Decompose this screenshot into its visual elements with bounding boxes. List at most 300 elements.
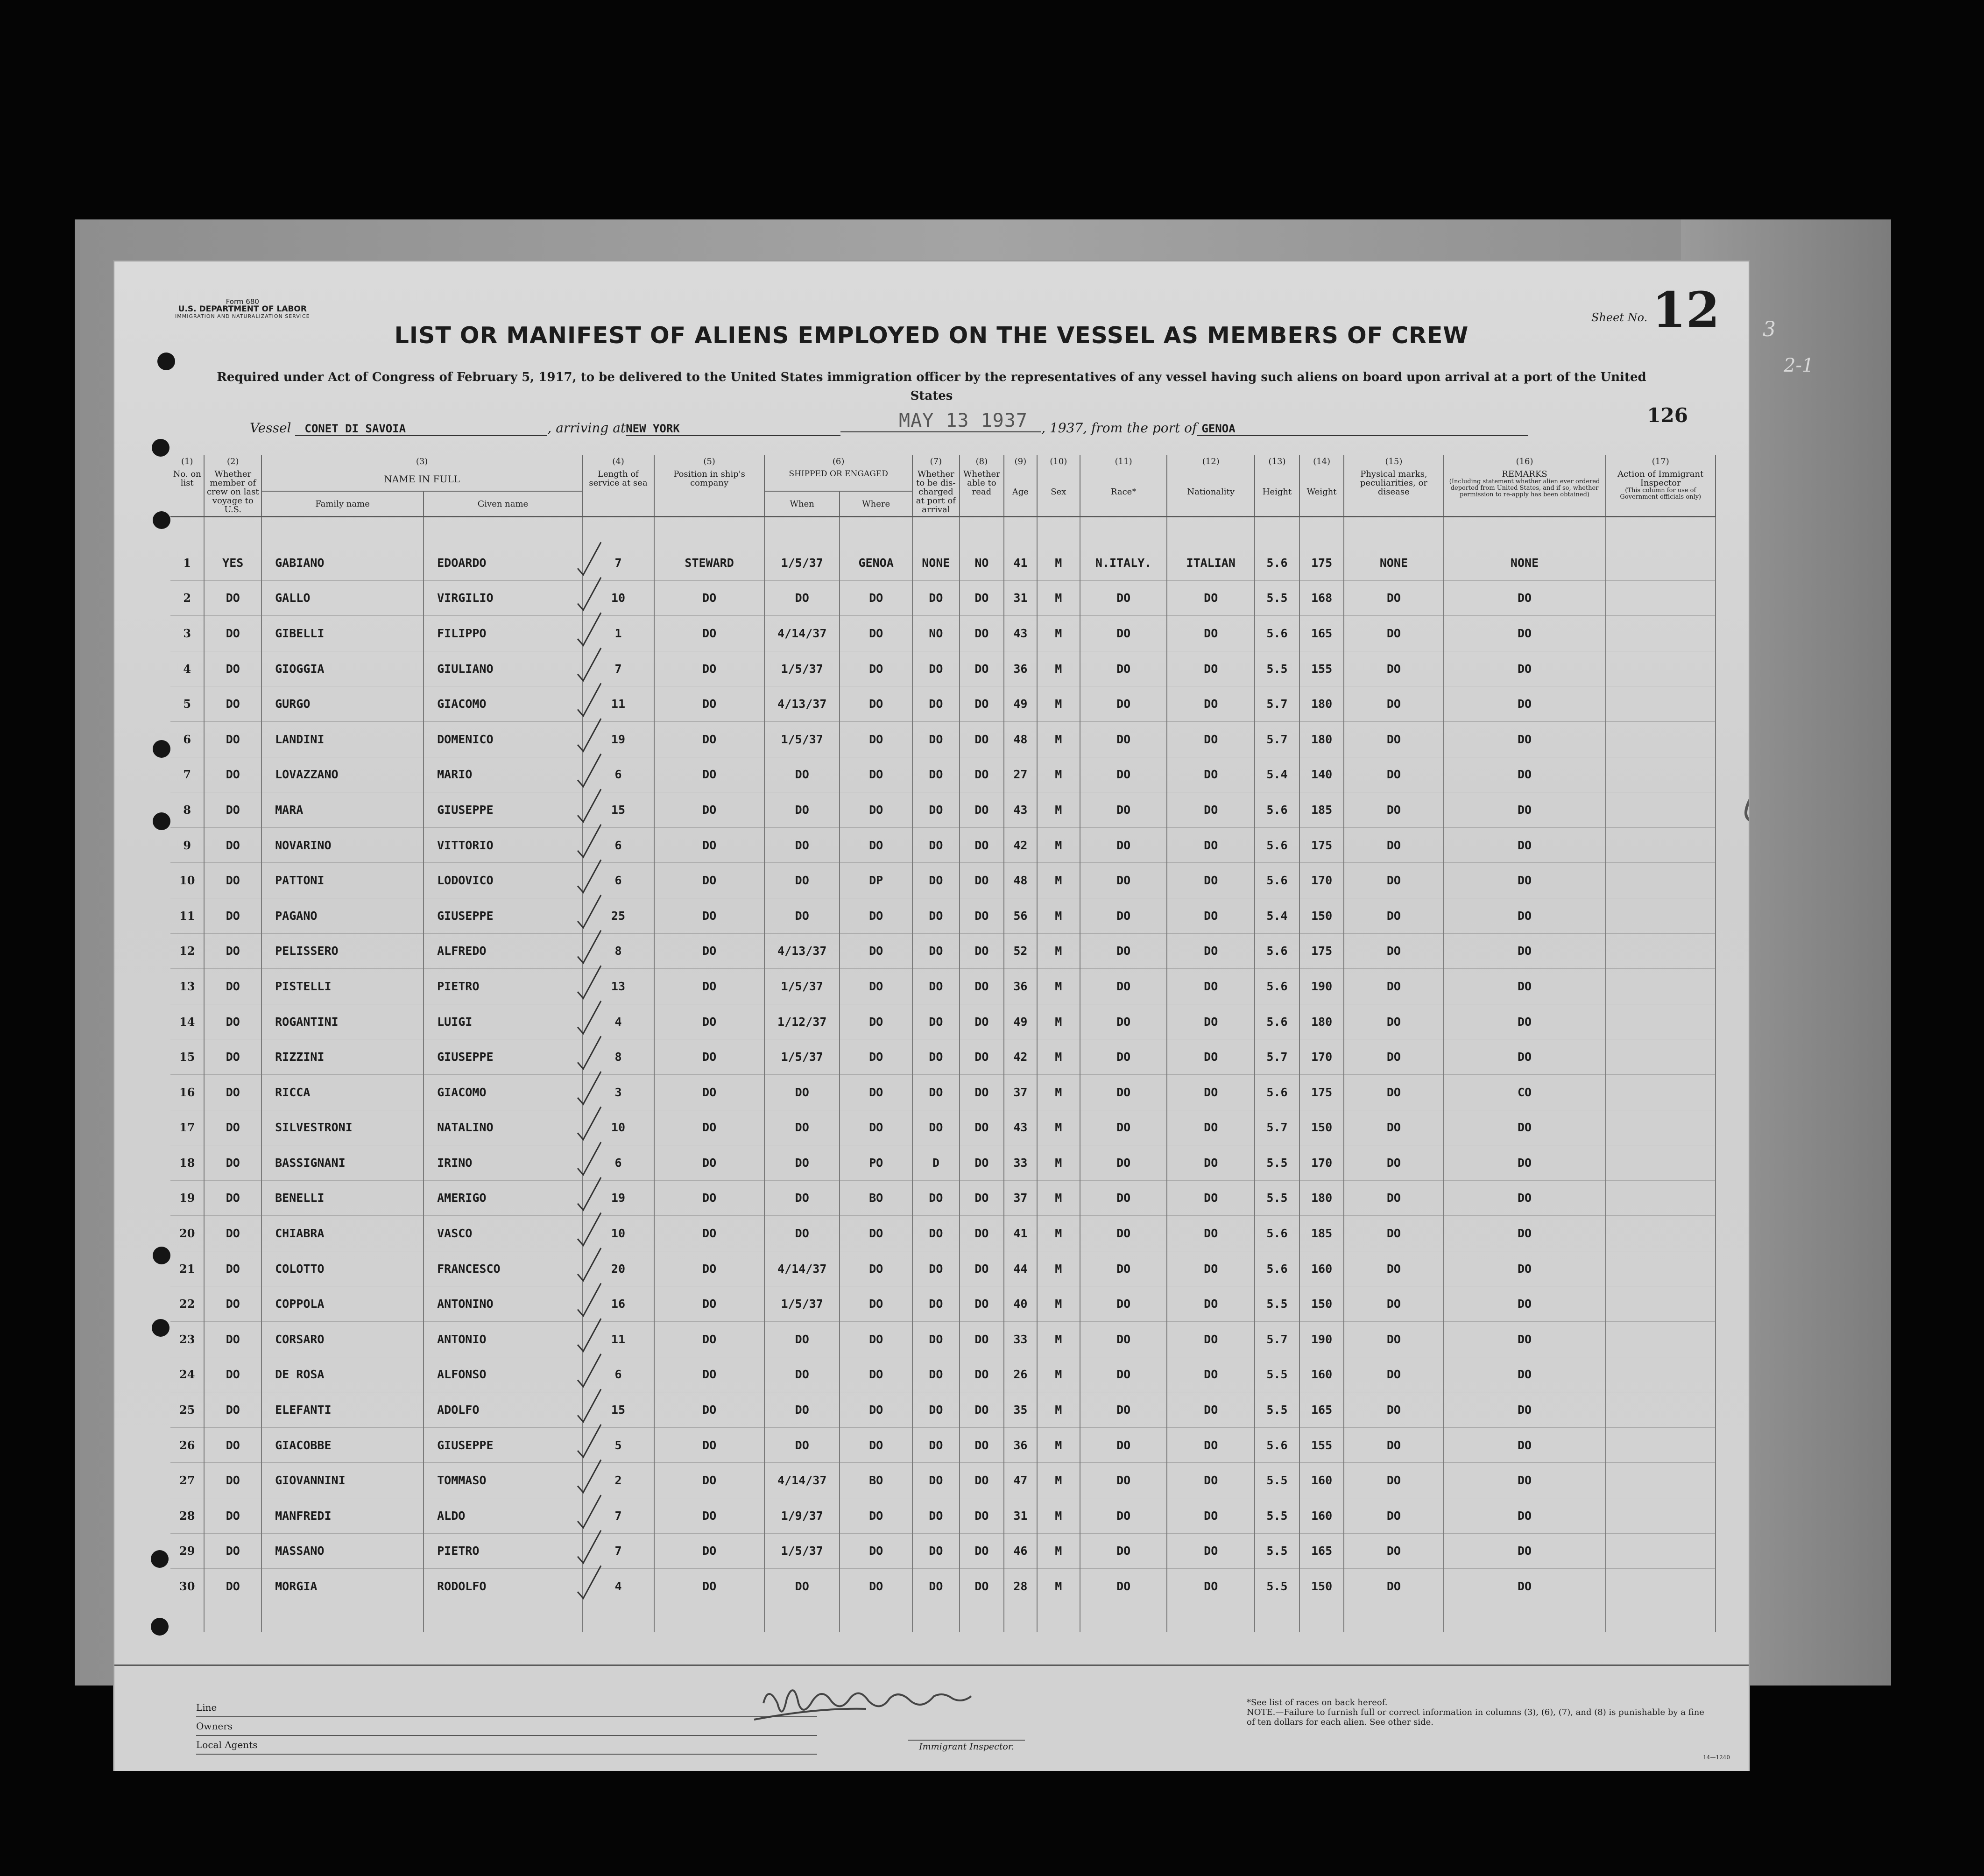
- cell-action: [1606, 1110, 1716, 1145]
- cell-given-name: ALFREDO: [424, 933, 582, 969]
- header-length-of-service: Length of service at sea: [582, 468, 654, 517]
- cell-action: [1606, 1074, 1716, 1110]
- cell-discharged: D: [912, 1145, 960, 1181]
- header-name-in-full: NAME IN FULL: [261, 468, 582, 491]
- cell-where: DO: [840, 1322, 912, 1357]
- cell-when: 1/5/37: [764, 545, 840, 580]
- cell-position: DO: [654, 1216, 764, 1251]
- cell-action: [1606, 969, 1716, 1004]
- cell-action: [1606, 1286, 1716, 1322]
- cell-service: 7: [582, 1533, 654, 1569]
- cell-no: 28: [170, 1498, 204, 1534]
- cell-position: DO: [654, 651, 764, 686]
- cell-where: DO: [840, 1427, 912, 1463]
- form-number: Form 680: [226, 297, 259, 306]
- col-num-3: (3): [261, 455, 582, 468]
- cell-remarks: DO: [1444, 1498, 1606, 1534]
- cell-height: 5.6: [1255, 863, 1299, 898]
- cell-race: DO: [1080, 1357, 1167, 1392]
- cell-family-name: COLOTTO: [261, 1251, 424, 1286]
- cell-discharged: DO: [912, 1463, 960, 1498]
- cell-physical-marks: DO: [1344, 827, 1443, 863]
- cell-nationality: DO: [1167, 1569, 1255, 1604]
- cell-member: DO: [204, 757, 261, 792]
- cell-nationality: DO: [1167, 792, 1255, 828]
- penalty-note: NOTE.—Failure to furnish full or correct information in columns (3), (6), (7), and (8) is punishable by a fine of ten dollars for each alien. See other side.: [1247, 1707, 1704, 1727]
- cell-age: 33: [1004, 1145, 1037, 1181]
- cell-weight: 165: [1299, 1533, 1344, 1569]
- cell-when: 1/5/37: [764, 721, 840, 757]
- cell-service: 7: [582, 545, 654, 580]
- cell-weight: 185: [1299, 1216, 1344, 1251]
- cell-service: 5: [582, 1427, 654, 1463]
- cell-sex: M: [1037, 1039, 1080, 1075]
- cell-sex: M: [1037, 1110, 1080, 1145]
- table-row: [170, 545, 1716, 580]
- cell-given-name: GIUSEPPE: [424, 1427, 582, 1463]
- service-name: IMMIGRATION AND NATURALIZATION SERVICE: [175, 313, 310, 319]
- cell-where: DO: [840, 1074, 912, 1110]
- cell-family-name: BASSIGNANI: [261, 1145, 424, 1181]
- cell-position: DO: [654, 792, 764, 828]
- cell-height: 5.6: [1255, 933, 1299, 969]
- punch-hole: [152, 439, 169, 457]
- cell-remarks: DO: [1444, 1145, 1606, 1181]
- cell-age: 46: [1004, 1533, 1037, 1569]
- col-num-17: (17): [1606, 455, 1716, 468]
- cell-discharged: DO: [912, 898, 960, 933]
- cell-given-name: ALFONSO: [424, 1357, 582, 1392]
- cell-read: DO: [960, 721, 1004, 757]
- cell-nationality: DO: [1167, 933, 1255, 969]
- cell-read: DO: [960, 898, 1004, 933]
- cell-when: 1/5/37: [764, 1533, 840, 1569]
- cell-remarks: DO: [1444, 1427, 1606, 1463]
- cell-where: DO: [840, 1392, 912, 1428]
- cell-nationality: DO: [1167, 1145, 1255, 1181]
- cell-remarks: NONE: [1444, 545, 1606, 580]
- cell-discharged: DO: [912, 1533, 960, 1569]
- cell-physical-marks: DO: [1344, 1216, 1443, 1251]
- cell-where: DO: [840, 933, 912, 969]
- cell-when: 4/14/37: [764, 616, 840, 651]
- cell-sex: M: [1037, 1145, 1080, 1181]
- table-row: [170, 1392, 1716, 1428]
- cell-where: DO: [840, 1039, 912, 1075]
- cell-no: 20: [170, 1216, 204, 1251]
- table-row: [170, 1216, 1716, 1251]
- cell-position: DO: [654, 1074, 764, 1110]
- cell-discharged: DO: [912, 1039, 960, 1075]
- cell-member: DO: [204, 1004, 261, 1039]
- cell-nationality: DO: [1167, 1357, 1255, 1392]
- cell-when: DO: [764, 863, 840, 898]
- cell-weight: 150: [1299, 898, 1344, 933]
- cell-sex: M: [1037, 1569, 1080, 1604]
- cell-where: DO: [840, 1533, 912, 1569]
- cell-race: DO: [1080, 1180, 1167, 1216]
- cell-no: 19: [170, 1180, 204, 1216]
- cell-sex: M: [1037, 933, 1080, 969]
- cell-no: 2: [170, 580, 204, 616]
- cell-when: 4/14/37: [764, 1251, 840, 1286]
- cell-remarks: DO: [1444, 580, 1606, 616]
- cell-given-name: ANTONINO: [424, 1286, 582, 1322]
- cell-when: DO: [764, 792, 840, 828]
- cell-no: 18: [170, 1145, 204, 1181]
- cell-action: [1606, 1392, 1716, 1428]
- cell-member: DO: [204, 827, 261, 863]
- crew-manifest-table: [170, 455, 1716, 1632]
- cell-read: DO: [960, 1463, 1004, 1498]
- date-stamp: MAY 13 1937: [899, 410, 1028, 431]
- table-row: [170, 651, 1716, 686]
- cell-family-name: DE ROSA: [261, 1357, 424, 1392]
- cell-when: 4/13/37: [764, 933, 840, 969]
- page-title: LIST OR MANIFEST OF ALIENS EMPLOYED ON THE VESSEL AS MEMBERS OF CREW: [394, 322, 1469, 349]
- cell-position: DO: [654, 1463, 764, 1498]
- cell-race: DO: [1080, 1074, 1167, 1110]
- cell-where: DO: [840, 1498, 912, 1534]
- cell-physical-marks: DO: [1344, 969, 1443, 1004]
- cell-given-name: AMERIGO: [424, 1180, 582, 1216]
- cell-service: 6: [582, 1357, 654, 1392]
- cell-member: DO: [204, 1074, 261, 1110]
- cell-nationality: DO: [1167, 1074, 1255, 1110]
- cell-remarks: DO: [1444, 1286, 1606, 1322]
- form-number-block: [175, 298, 310, 320]
- cell-sex: M: [1037, 1498, 1080, 1534]
- cell-given-name: LUIGI: [424, 1004, 582, 1039]
- cell-action: [1606, 686, 1716, 722]
- owners-label: Owners: [196, 1717, 817, 1736]
- cell-when: DO: [764, 1216, 840, 1251]
- cell-where: DO: [840, 1004, 912, 1039]
- cell-age: 49: [1004, 686, 1037, 722]
- cell-sex: M: [1037, 792, 1080, 828]
- cell-member: DO: [204, 1251, 261, 1286]
- cell-read: DO: [960, 686, 1004, 722]
- cell-race: DO: [1080, 1427, 1167, 1463]
- cell-sex: M: [1037, 898, 1080, 933]
- cell-weight: 170: [1299, 1039, 1344, 1075]
- cell-physical-marks: DO: [1344, 1463, 1443, 1498]
- form-code: 14—1240: [1703, 1754, 1730, 1761]
- col-num-8: (8): [960, 455, 1004, 468]
- cell-action: [1606, 545, 1716, 580]
- cell-physical-marks: DO: [1344, 1074, 1443, 1110]
- cell-age: 41: [1004, 1216, 1037, 1251]
- header-able-to-read: Whether able to read: [960, 468, 1004, 517]
- cell-read: DO: [960, 1498, 1004, 1534]
- table-row: [170, 580, 1716, 616]
- cell-read: DO: [960, 1533, 1004, 1569]
- cell-when: 1/5/37: [764, 1039, 840, 1075]
- cell-where: DO: [840, 827, 912, 863]
- cell-family-name: PAGANO: [261, 898, 424, 933]
- cell-member: DO: [204, 1039, 261, 1075]
- header-sex: Sex: [1037, 468, 1080, 517]
- cell-physical-marks: DO: [1344, 1039, 1443, 1075]
- cell-when: DO: [764, 1145, 840, 1181]
- cell-weight: 150: [1299, 1569, 1344, 1604]
- col-num-7: (7): [912, 455, 960, 468]
- cell-service: 7: [582, 651, 654, 686]
- cell-position: DO: [654, 898, 764, 933]
- cell-no: 1: [170, 545, 204, 580]
- action-title: Action of Immigrant Inspector: [1617, 469, 1704, 488]
- cell-family-name: SILVESTRONI: [261, 1110, 424, 1145]
- cell-where: PO: [840, 1145, 912, 1181]
- cell-nationality: ITALIAN: [1167, 545, 1255, 580]
- cell-member: DO: [204, 1427, 261, 1463]
- cell-age: 47: [1004, 1463, 1037, 1498]
- header-when: When: [764, 491, 840, 517]
- col-num-14: (14): [1299, 455, 1344, 468]
- cell-race: DO: [1080, 1498, 1167, 1534]
- cell-family-name: GURGO: [261, 686, 424, 722]
- cell-height: 5.7: [1255, 1110, 1299, 1145]
- cell-where: DO: [840, 1357, 912, 1392]
- cell-sex: M: [1037, 651, 1080, 686]
- count-annotation: 126: [1647, 404, 1688, 427]
- table-row: [170, 1322, 1716, 1357]
- cell-physical-marks: DO: [1344, 933, 1443, 969]
- cell-where: DP: [840, 863, 912, 898]
- cell-race: DO: [1080, 1216, 1167, 1251]
- cell-where: DO: [840, 616, 912, 651]
- cell-age: 43: [1004, 1110, 1037, 1145]
- cell-nationality: DO: [1167, 1463, 1255, 1498]
- cell-discharged: DO: [912, 969, 960, 1004]
- cell-read: DO: [960, 969, 1004, 1004]
- cell-family-name: GALLO: [261, 580, 424, 616]
- cell-remarks: DO: [1444, 863, 1606, 898]
- cell-sex: M: [1037, 1533, 1080, 1569]
- cell-service: 2: [582, 1463, 654, 1498]
- cell-height: 5.6: [1255, 969, 1299, 1004]
- cell-given-name: TOMMASO: [424, 1463, 582, 1498]
- col-num-5: (5): [654, 455, 764, 468]
- table-row: [170, 1533, 1716, 1569]
- cell-sex: M: [1037, 1357, 1080, 1392]
- cell-weight: 180: [1299, 1004, 1344, 1039]
- cell-service: 1: [582, 616, 654, 651]
- cell-action: [1606, 827, 1716, 863]
- cell-action: [1606, 616, 1716, 651]
- cell-no: 30: [170, 1569, 204, 1604]
- cell-family-name: NOVARINO: [261, 827, 424, 863]
- cell-read: DO: [960, 1004, 1004, 1039]
- column-number-row: [170, 455, 1716, 468]
- footer-note: [1247, 1698, 1704, 1727]
- cell-position: DO: [654, 969, 764, 1004]
- cell-remarks: DO: [1444, 1322, 1606, 1357]
- cell-remarks: CO: [1444, 1074, 1606, 1110]
- punch-hole: [153, 812, 170, 830]
- cell-where: DO: [840, 580, 912, 616]
- cell-height: 5.6: [1255, 616, 1299, 651]
- cell-action: [1606, 1039, 1716, 1075]
- cell-when: 1/5/37: [764, 651, 840, 686]
- table-row: [170, 1039, 1716, 1075]
- cell-where: DO: [840, 721, 912, 757]
- cell-position: DO: [654, 686, 764, 722]
- cell-service: 10: [582, 1216, 654, 1251]
- cell-action: [1606, 721, 1716, 757]
- header-age: Age: [1004, 468, 1037, 517]
- punch-hole: [153, 1247, 170, 1264]
- cell-weight: 150: [1299, 1286, 1344, 1322]
- cell-physical-marks: NONE: [1344, 545, 1443, 580]
- cell-race: DO: [1080, 1251, 1167, 1286]
- cell-read: DO: [960, 1322, 1004, 1357]
- cell-action: [1606, 1533, 1716, 1569]
- cell-member: DO: [204, 1569, 261, 1604]
- cell-where: GENOA: [840, 545, 912, 580]
- cell-discharged: DO: [912, 1322, 960, 1357]
- cell-discharged: DO: [912, 1569, 960, 1604]
- cell-age: 27: [1004, 757, 1037, 792]
- footer-labels: [196, 1699, 817, 1755]
- cell-discharged: DO: [912, 1216, 960, 1251]
- col-num-11: (11): [1080, 455, 1167, 468]
- punch-hole: [153, 511, 170, 529]
- header-nationality: Nationality: [1167, 468, 1255, 517]
- cell-weight: 140: [1299, 757, 1344, 792]
- cell-weight: 160: [1299, 1498, 1344, 1534]
- cell-family-name: MARA: [261, 792, 424, 828]
- cell-where: DO: [840, 1216, 912, 1251]
- cell-sex: M: [1037, 686, 1080, 722]
- cell-member: DO: [204, 898, 261, 933]
- cell-service: 15: [582, 792, 654, 828]
- cell-member: DO: [204, 1392, 261, 1428]
- cell-discharged: DO: [912, 1251, 960, 1286]
- cell-remarks: DO: [1444, 1039, 1606, 1075]
- cell-no: 11: [170, 898, 204, 933]
- punch-hole: [153, 740, 170, 758]
- cell-service: 6: [582, 757, 654, 792]
- arriving-label: , arriving at: [547, 420, 626, 436]
- cell-height: 5.6: [1255, 1216, 1299, 1251]
- cell-no: 21: [170, 1251, 204, 1286]
- cell-discharged: DO: [912, 827, 960, 863]
- cell-service: 6: [582, 863, 654, 898]
- cell-race: DO: [1080, 969, 1167, 1004]
- cell-service: 3: [582, 1074, 654, 1110]
- table-row: [170, 1110, 1716, 1145]
- cell-action: [1606, 1427, 1716, 1463]
- cell-height: 5.7: [1255, 1322, 1299, 1357]
- cell-where: BO: [840, 1180, 912, 1216]
- cell-race: DO: [1080, 580, 1167, 616]
- cell-action: [1606, 863, 1716, 898]
- cell-read: DO: [960, 651, 1004, 686]
- cell-weight: 160: [1299, 1357, 1344, 1392]
- cell-remarks: DO: [1444, 1004, 1606, 1039]
- cell-remarks: DO: [1444, 651, 1606, 686]
- cell-discharged: DO: [912, 757, 960, 792]
- table-row: [170, 792, 1716, 828]
- cell-where: DO: [840, 969, 912, 1004]
- cell-age: 48: [1004, 863, 1037, 898]
- cell-remarks: DO: [1444, 1180, 1606, 1216]
- cell-physical-marks: DO: [1344, 651, 1443, 686]
- col-num-4: (4): [582, 455, 654, 468]
- agency-name: U.S. DEPARTMENT OF LABOR: [178, 304, 307, 314]
- cell-remarks: DO: [1444, 1392, 1606, 1428]
- cell-member: DO: [204, 686, 261, 722]
- cell-read: DO: [960, 933, 1004, 969]
- cell-where: DO: [840, 792, 912, 828]
- cell-nationality: DO: [1167, 1427, 1255, 1463]
- cell-member: DO: [204, 1145, 261, 1181]
- cell-given-name: GIULIANO: [424, 651, 582, 686]
- col-num-6: (6): [764, 455, 912, 468]
- cell-no: 13: [170, 969, 204, 1004]
- cell-when: 1/12/37: [764, 1004, 840, 1039]
- cell-height: 5.5: [1255, 1180, 1299, 1216]
- cell-weight: 155: [1299, 651, 1344, 686]
- pencil-scribble: [1746, 658, 1749, 822]
- header-family-name: Family name: [261, 491, 424, 517]
- cell-height: 5.5: [1255, 1533, 1299, 1569]
- cell-height: 5.5: [1255, 1463, 1299, 1498]
- cell-service: 8: [582, 1039, 654, 1075]
- cell-remarks: DO: [1444, 757, 1606, 792]
- cell-where: DO: [840, 1110, 912, 1145]
- cell-age: 43: [1004, 792, 1037, 828]
- table-row: [170, 1498, 1716, 1534]
- cell-family-name: MORGIA: [261, 1569, 424, 1604]
- cell-age: 37: [1004, 1074, 1037, 1110]
- cell-action: [1606, 898, 1716, 933]
- cell-discharged: DO: [912, 580, 960, 616]
- cell-action: [1606, 1498, 1716, 1534]
- cell-discharged: DO: [912, 792, 960, 828]
- cell-no: 29: [170, 1533, 204, 1569]
- remarks-note: (Including statement whether alien ever ordered deported from United States, and if so, whether permission to re-apply has been obtained): [1449, 478, 1600, 498]
- header-discharged: Whether to be dis-charged at port of arrival: [912, 468, 960, 517]
- cell-sex: M: [1037, 580, 1080, 616]
- cell-physical-marks: DO: [1344, 1180, 1443, 1216]
- cell-family-name: GIACOBBE: [261, 1427, 424, 1463]
- cell-action: [1606, 933, 1716, 969]
- cell-nationality: DO: [1167, 651, 1255, 686]
- cell-physical-marks: DO: [1344, 1286, 1443, 1322]
- cell-nationality: DO: [1167, 1110, 1255, 1145]
- cell-no: 3: [170, 616, 204, 651]
- cell-position: DO: [654, 1533, 764, 1569]
- cell-action: [1606, 792, 1716, 828]
- cell-physical-marks: DO: [1344, 1498, 1443, 1534]
- cell-given-name: PIETRO: [424, 969, 582, 1004]
- header-race: Race*: [1080, 468, 1167, 517]
- cell-member: DO: [204, 1110, 261, 1145]
- cell-discharged: DO: [912, 1392, 960, 1428]
- cell-discharged: DO: [912, 1498, 960, 1534]
- cell-position: DO: [654, 1286, 764, 1322]
- cell-given-name: ANTONIO: [424, 1322, 582, 1357]
- cell-where: BO: [840, 1463, 912, 1498]
- cell-height: 5.4: [1255, 898, 1299, 933]
- cell-service: 25: [582, 898, 654, 933]
- cell-family-name: PELISSERO: [261, 933, 424, 969]
- cell-weight: 155: [1299, 1427, 1344, 1463]
- cell-member: YES: [204, 545, 261, 580]
- cell-when: 1/9/37: [764, 1498, 840, 1534]
